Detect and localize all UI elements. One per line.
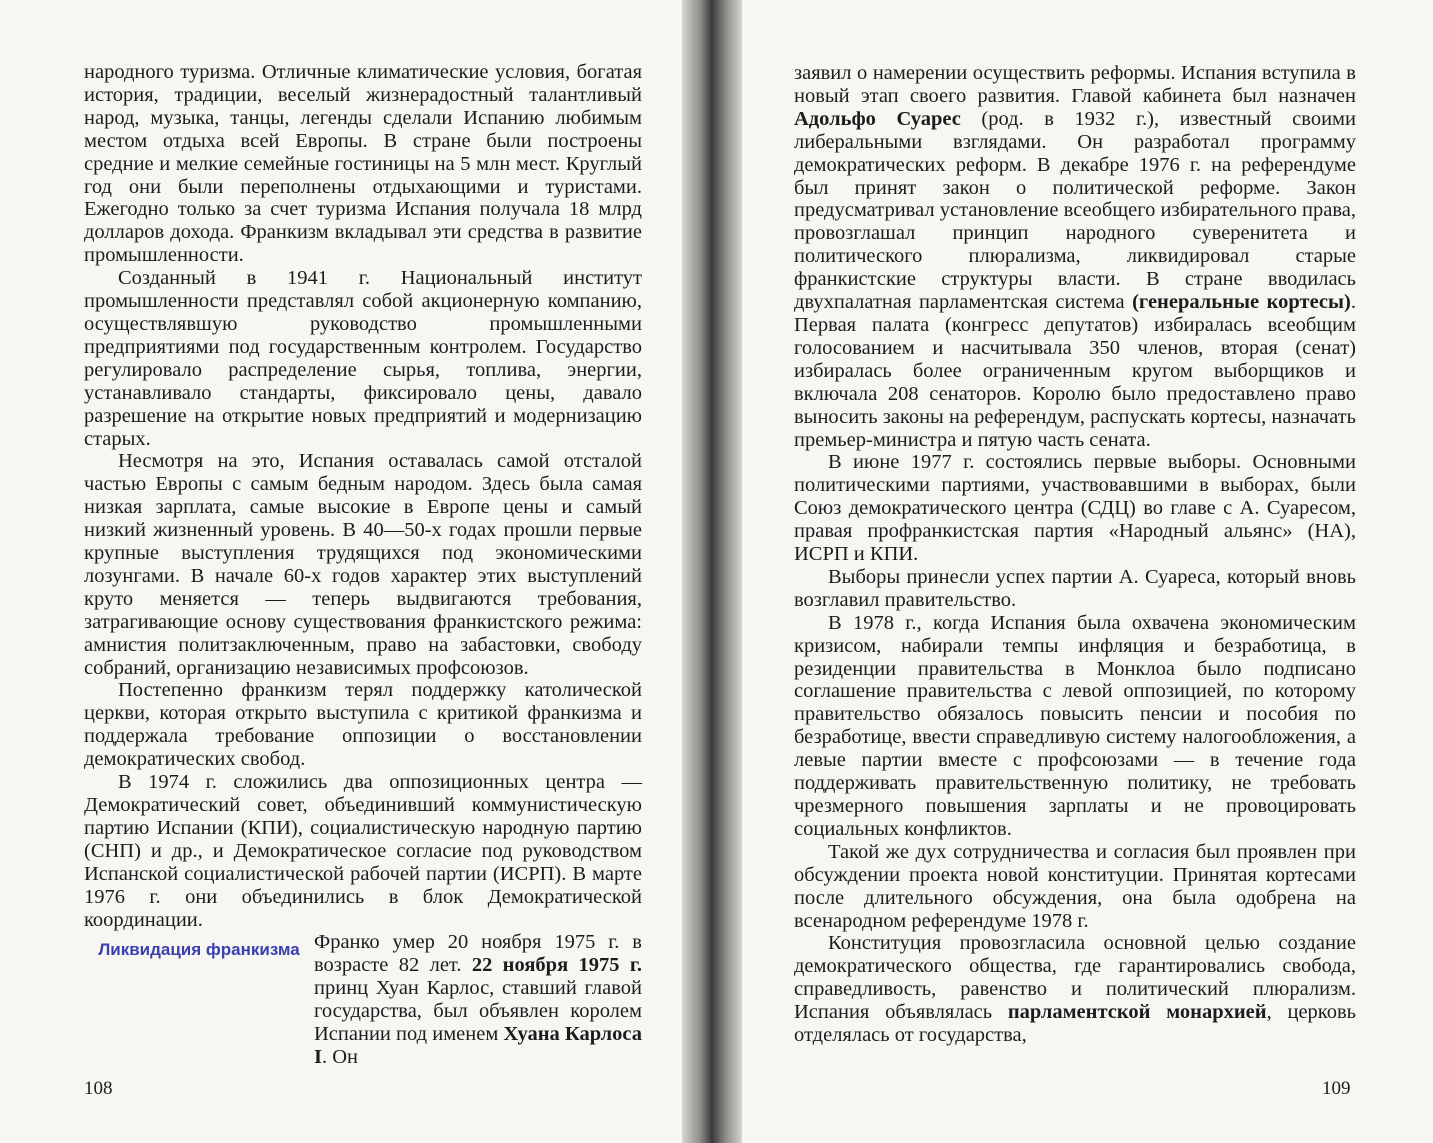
left-text-column bbox=[84, 61, 642, 1069]
text-run: Франко умер 20 ноября 1975 г. в возрасте 82 лет. bbox=[314, 931, 642, 977]
bold-term: (генеральные кортесы) bbox=[1132, 291, 1351, 314]
text-run: заявил о намерении осуществить реформы. Испания вступила в новый этап своего развития. Главой кабинета был назначен bbox=[794, 62, 1356, 107]
text-run: , церковь отделялась от государства, bbox=[794, 1001, 1356, 1047]
page-number-right: 109 bbox=[1322, 1078, 1351, 1099]
paragraph: Такой же дух сотрудничества и согласия был проявлен при обсуждении проекта новой конституции. Принятая кортесами после длительного обсуждения, она была одобрена на всенародном референдуме 1978 г. bbox=[794, 840, 1356, 932]
paragraph: Постепенно франкизм терял поддержку католической церкви, которая открыто выступила с критикой франкизма и поддержала требование оппозиции о восстановлении демократических свобод. bbox=[84, 679, 642, 771]
bold-name: Адольфо Суарес bbox=[794, 107, 961, 130]
page-number-left: 108 bbox=[84, 1078, 113, 1099]
paragraph bbox=[794, 62, 1356, 451]
section-side-heading: Ликвидация франкизма bbox=[98, 940, 300, 960]
section-lead-text bbox=[314, 931, 642, 1068]
paragraph: В 1978 г., когда Испания была охвачена экономическим кризисом, набирали темпы инфляция и безработица, в резиденции правительства в Монклоа было подписано соглашение правительства с левой оппозицией, по которому правительство обязалось повысить пенсии и пособия по безработице, ввести справедливую систему налогообложения, а левые партии вместе с профсоюзами — в течение года поддерживать правительственную политику, не требовать чрезмерного повышения зарплаты и не провоцировать социальных конфликтов. bbox=[794, 611, 1356, 840]
book-gutter bbox=[682, 0, 742, 1143]
right-text-column bbox=[794, 62, 1356, 1047]
paragraph: Созданный в 1941 г. Национальный институт промышленности представлял собой акционерную компанию, осуществлявшую руководство промышленными предприятиями под государственным контролем. Государство регулировало распределение сырья, топлива, энергии, устанавливало стандарты, фиксировало цены, давало разрешение на открытие новых предприятий и модернизацию старых. bbox=[84, 267, 642, 450]
paragraph: В июне 1977 г. состоялись первые выборы. Основными политическими партиями, участвовавшими в выборах, были Союз демократического центра (СДЦ) во главе с А. Суаресом, правая профранкистская партия «Народный альянс» (НА), ИСРП и КПИ. bbox=[794, 451, 1356, 566]
text-run: (род. в 1932 г.), известный своими либеральными взглядами. Он разработал программу демократических реформ. В декабре 1976 г. на референдуме был принят закон о политической реформе. Закон предусматривал установление всеобщего избирательного права, провозглашал принцип народного суверенитета и политического плюрализма, ликвидировал старые франкистские структуры власти. В стране вводилась двухпалатная парламентская система bbox=[794, 107, 1356, 314]
paragraph: Несмотря на это, Испания оставалась самой отсталой частью Европы с самым бедным народом. Здесь была самая низкая зарплата, самые высокие в Европе цены и самый низкий жизненный уровень. В 40—50-х годах прошли первые крупные выступления трудящихся под экономическими лозунгами. В начале 60-х годов характер этих выступлений круто меняется — теперь выдвигаются требования, затрагивающие основу существования франкистского режима: амнистия политзаключенным, право на забастовки, свободу собраний, организацию независимых профсоюзов. bbox=[84, 450, 642, 679]
section-block bbox=[84, 931, 642, 1068]
text-run: Конституция провозгласила основной целью создание демократического общества, где гарантировались свобода, справедливость, равенство и политический плюрализм. Испания объявлялась bbox=[794, 932, 1356, 1024]
bold-date: 22 ноября 1975 г. bbox=[471, 954, 642, 977]
bold-term: парламентской монархией bbox=[1007, 1001, 1267, 1024]
paragraph: народного туризма. Отличные климатические условия, богатая история, традиции, веселый жизнерадостный талантливый народ, музыка, танцы, легенды сделали Испанию любимым местом отдыха всей Европы. В стране были построены средние и мелкие семейные гостиницы на 5 млн мест. Круглый год они были переполнены отдыхающими и туристами. Ежегодно только за счет туризма Испания получала 18 млрд долларов дохода. Франкизм вкладывал эти средства в развитие промышленности. bbox=[84, 61, 642, 267]
bold-name: Хуана Карлоса I bbox=[314, 1023, 642, 1068]
paragraph bbox=[794, 932, 1356, 1047]
paragraph: В 1974 г. сложились два оппозиционных центра — Демократический совет, объединивший коммунистическую партию Испании (КПИ), социалистическую народную партию (СНП) и др., и Демократическое согласие под руководством Испанской социалистической рабочей партии (ИСРП). В марте 1976 г. они объединились в блок Демократической координации. bbox=[84, 771, 642, 931]
text-run: . Он bbox=[321, 1045, 359, 1068]
paragraph: Выборы принесли успех партии А. Суареса, который вновь возглавил правительство. bbox=[794, 565, 1356, 611]
text-run: . Первая палата (конгресс депутатов) избиралась всеобщим голосованием и насчитывала 350 членов, вторая (сенат) избиралась более ограниченным кругом выборщиков и включала 208 сенаторов. Королю было предоставлено право выносить законы на референдум, распускать кортесы, назначать премьер-министра и пятую часть сената. bbox=[794, 291, 1356, 451]
text-run: принц Хуан Карлос, ставший главой государства, был объявлен королем Испании под именем bbox=[314, 977, 642, 1046]
